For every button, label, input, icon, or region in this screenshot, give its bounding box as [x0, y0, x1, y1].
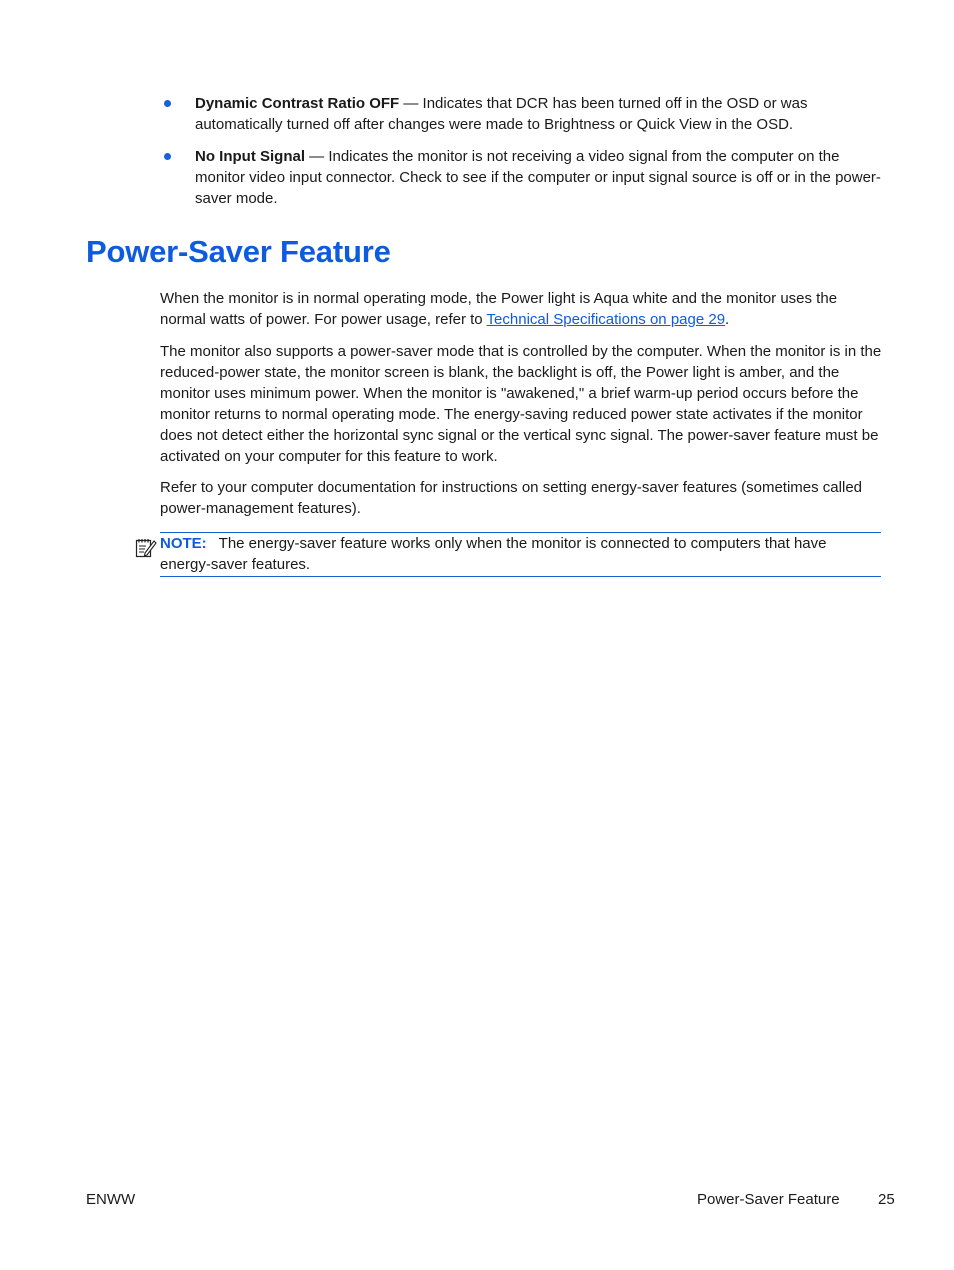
paragraph-normal-mode — [160, 288, 882, 330]
status-bullet-list — [160, 93, 882, 220]
paragraph-documentation-reference: Refer to your computer documentation for instructions on setting energy-saver features (sometimes called power-management features). — [160, 479, 862, 517]
note-box — [160, 532, 881, 577]
tech-specs-link[interactable]: Technical Specifications on page 29 — [486, 311, 726, 328]
note-content — [160, 533, 881, 575]
footer-section-title: Power-Saver Feature — [697, 1191, 840, 1208]
paragraph-text: . — [725, 311, 730, 328]
note-text: The energy-saver feature works only when the monitor is connected to computers that have energy-saver features. — [160, 535, 827, 573]
note-label: NOTE: — [160, 535, 207, 552]
footer-locale-code: ENWW — [86, 1191, 136, 1208]
bullet-dot-icon — [164, 153, 171, 160]
footer-page-number: 25 — [878, 1191, 895, 1208]
paragraph-text: When the monitor is in normal operating mode, the Power light is Aqua white and the monitor uses the normal watts of power. For power usage, refer to — [160, 290, 838, 328]
bullet-description: — Indicates that DCR has been turned off in the OSD or was automatically turned off after changes were made to Brightness or Quick View in the OSD. — [195, 95, 808, 133]
bullet-item-dcr-off — [160, 93, 882, 135]
bullet-dot-icon — [164, 100, 171, 107]
bullet-term: Dynamic Contrast Ratio OFF — [195, 95, 400, 112]
bullet-term: No Input Signal — [195, 148, 305, 165]
note-pencil-icon — [135, 536, 157, 558]
bullet-description: — Indicates the monitor is not receiving a video signal from the computer on the monitor video input connector. Check to see if the computer or input signal source is off or in the power-saver mode. — [195, 148, 881, 207]
bullet-item-no-input-signal — [160, 146, 882, 209]
paragraph-power-saver-mode: The monitor also supports a power-saver mode that is controlled by the computer. When the monitor is in the reduced-power state, the monitor screen is blank, the backlight is off, the Power light is amber, and the monitor uses minimum power. When the monitor is "awakened," a brief warm-up period occurs before the monitor returns to normal operating mode. The energy-saving reduced power state activates if the monitor does not detect either the horizontal sync signal or the vertical sync signal. The power-saver feature must be activated on your computer for this feature to work. — [160, 343, 882, 465]
section-title: Power-Saver Feature — [86, 234, 391, 269]
